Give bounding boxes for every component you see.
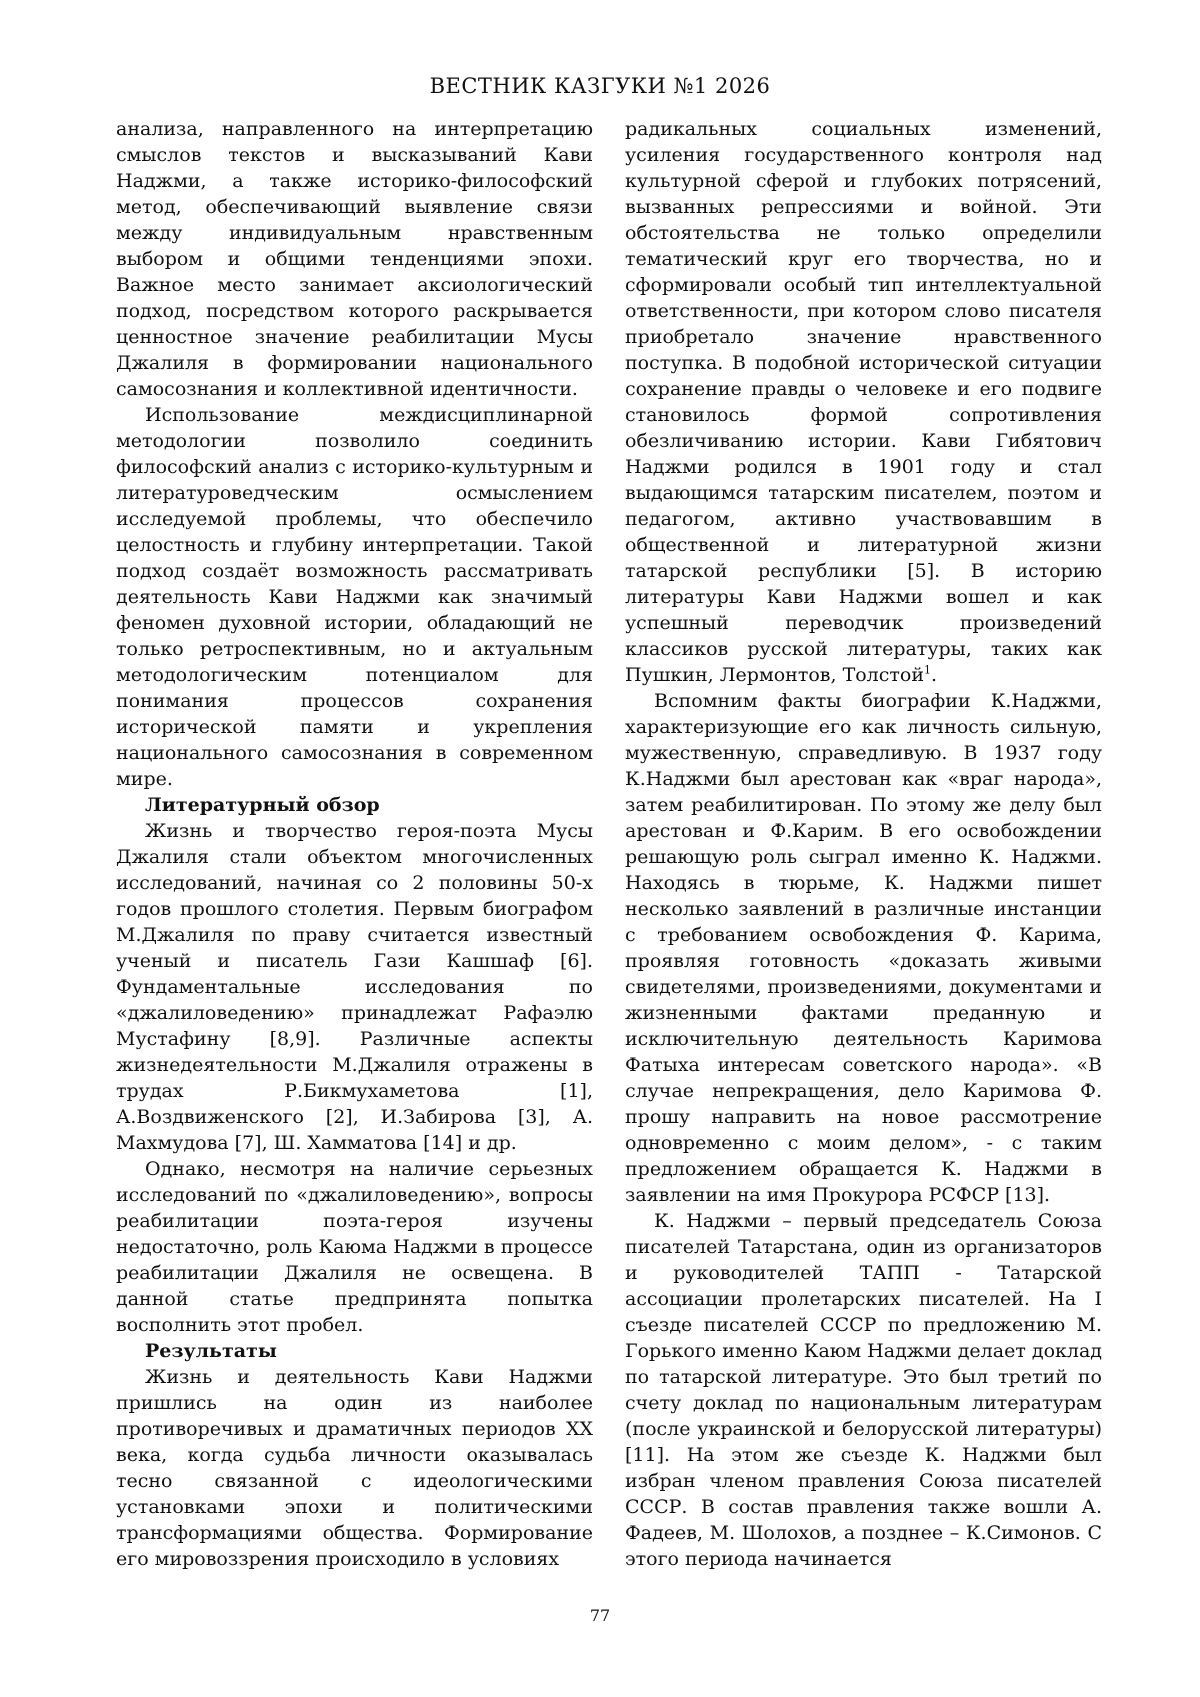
paragraph-review-1: Жизнь и творчество героя-поэта Мусы Джалиля стали объектом многочисленных исследований, начиная со 2 половины 50-х годов прошлого столетия. Первым биографом М.Джалиля по праву считается известный ученый и писатель Гази Кашшаф [6]. Фундаментальные исследования по «джалиловедению» принадлежат Рафаэлю Мустафину [8,9]. Различные аспекты жизнедеятельности М.Джалиля отражены в трудах Р.Бикмухаметова [1], А.Воздвиженского [2], И.Забирова [3], А. Махмудова [7], Ш. Хамматова [14] и др. [116,820,593,1154]
paragraph-methodology: Использование междисциплинарной методологии позволило соединить философский анализ с историко-культурным и литературоведческим осмыслением исследуемой проблемы, что обеспечило целостность и глубину интерпретации. Такой подход создаёт возможность рассматривать деятельность Кави Наджми как значимый феномен духовной истории, обладающий не только ретроспективным, но и актуальным методологическим потенциалом для понимания процессов сохранения исторической памяти и укрепления национального самосознания в современном мире. [116,404,593,790]
paragraph-review-2: Однако, несмотря на наличие серьезных исследований по «джалиловедению», вопросы реабилитации поэта-героя изучены недостаточно, роль Каюма Наджми в процессе реабилитации Джалиля не освещена. В данной статье предпринята попытка восполнить этот пробел. [116,1158,593,1336]
journal-header: ВЕСТНИК КАЗГУКИ №1 2026 [429,74,771,98]
paragraph-results-1: Жизнь и деятельность Кави Наджми пришлись на один из наиболее противоречивых и драматичных периодов XX века, когда судьба личности оказывалась тесно связанной с идеологическими установками эпохи и политическими трансформациями общества. Формирование его мировоззрения происходило в условиях [116,1366,593,1570]
paragraph-methods: анализа, направленного на интерпретацию смыслов текстов и высказываний Кави Наджми, а также историко-философский метод, обеспечивающий выявление связи между индивидуальным нравственным выбором и общими тенденциями эпохи. Важное место занимает аксиологический подход, посредством которого раскрывается ценностное значение реабилитации Мусы Джалиля в формировании национального самосознания и коллективной идентичности. [116,118,593,400]
paragraph-biography: Вспомним факты биографии К.Наджми, характеризующие его как личность сильную, мужественную, справедливую. В 1937 году К.Наджми был арестован как «враг народа», затем реабилитирован. По этому же делу был арестован и Ф.Карим. В его освобождении решающую роль сыграл именно К. Наджми. Находясь в тюрьме, К. Наджми пишет несколько заявлений в различные инстанции с требованием освобождения Ф. Карима, проявляя готовность «доказать живыми свидетелями, произведениями, документами и жизненными фактами преданную и исключительную деятельность Каримова Фатыха интересам советского народа». «В случае непрекращения, дело Каримова Ф. прошу направить на новое рассмотрение одновременно с моим делом», - с таким предложением обращается К. Наджми в заявлении на имя Прокурора РСФСР [13]. [625,690,1102,1206]
left-column [116,116,593,1572]
heading-literature-review: Литературный обзор [145,794,380,816]
paragraph-continuation [625,116,1102,688]
paragraph-continuation-text: радикальных социальных изменений, усиления государственного контроля над культурной сферой и глубоких потрясений, вызванных репрессиями и войной. Эти обстоятельства не только определили тематический круг его творчества, но и сформировали особый тип интеллектуальной ответственности, при котором слово писателя приобретало значение нравственного поступка. В подобной исторической ситуации сохранение правды о человеке и его подвиге становилось формой сопротивления обезличиванию истории. Кави Гибятович Наджми родился в 1901 году и стал выдающимся татарским писателем, поэтом и педагогом, активно участвовавшим в общественной и литературной жизни татарской республики [5]. В историю литературы Кави Наджми вошел и как успешный переводчик произведений классиков русской литературы, таких как Пушкин, Лермонтов, Толстой [625,118,1102,686]
footnote-mark: 1 [924,663,931,677]
paragraph-writers-union: К. Наджми – первый председатель Союза писателей Татарстана, один из организаторов и руководителей ТАПП - Татарской ассоциации пролетарских писателей. На I съезде писателей СССР по предложению М. Горького именно Каюм Наджми делает доклад по татарской литературе. Это был третий по счету доклад по национальным литературам (после украинской и белорусской литературы) [11]. На этом же съезде К. Наджми был избран членом правления Союза писателей СССР. В состав правления также вошли А. Фадеев, М. Шолохов, а позднее – К.Симонов. С этого периода начинается [625,1210,1102,1570]
heading-results: Результаты [145,1340,277,1362]
page-number: 77 [589,1606,611,1625]
right-column [625,116,1102,1572]
paragraph-continuation-end: . [931,664,938,686]
